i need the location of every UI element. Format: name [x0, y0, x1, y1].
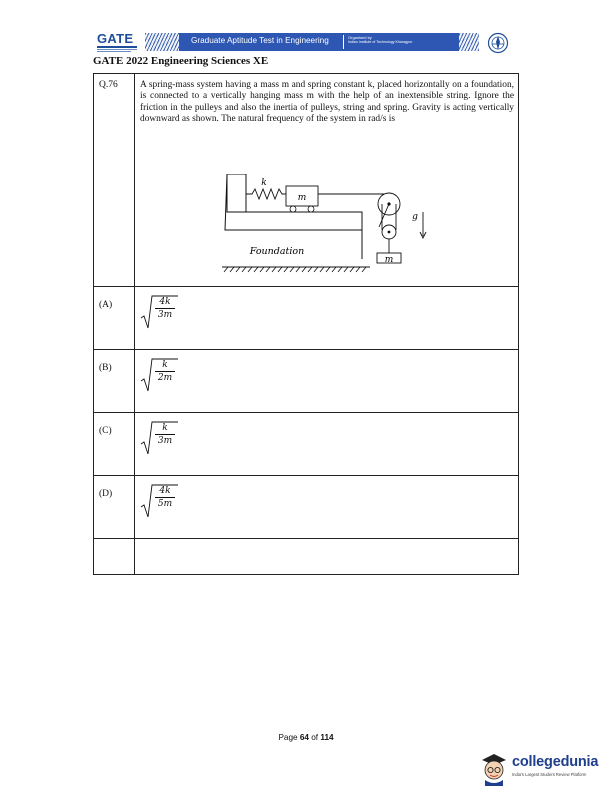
gravity-label: g	[412, 212, 418, 222]
option-d-formula	[140, 481, 180, 521]
student-mascot-icon	[478, 750, 510, 786]
option-a-label: (A)	[99, 300, 113, 310]
option-a-num: 4k	[159, 297, 171, 307]
spring-mass-diagram	[222, 174, 432, 279]
collegedunia-logo	[478, 750, 608, 786]
wall	[227, 174, 246, 212]
option-a-formula	[140, 292, 180, 332]
block-wheel-left	[290, 206, 296, 212]
ground-hatching	[224, 267, 366, 272]
gate-logo	[97, 32, 143, 54]
header-banner	[145, 33, 479, 51]
option-b-formula	[140, 355, 180, 395]
collegedunia-brand: collegedunia	[512, 754, 599, 770]
question-table	[93, 73, 519, 575]
collegedunia-tagline: India's Largest Student Review Platform	[512, 772, 587, 777]
option-d-label: (D)	[99, 489, 113, 499]
option-d-den: 5m	[157, 499, 173, 509]
hanging-mass-label: m	[384, 255, 394, 265]
option-b-label: (B)	[99, 363, 112, 373]
organizer-block	[348, 35, 412, 45]
option-c-den: 3m	[157, 436, 173, 446]
block-wheel-right	[308, 206, 314, 212]
organizer-name: Indian Institute of Technology Kharagpur	[348, 40, 413, 44]
iit-emblem-icon	[487, 32, 509, 54]
question-number: Q.76	[99, 80, 118, 90]
block-label: m	[297, 193, 307, 203]
spring	[246, 189, 286, 199]
header-title: Graduate Aptitude Test in Engineering	[191, 36, 329, 45]
option-c-num: k	[162, 423, 168, 433]
spring-label: k	[261, 178, 267, 188]
option-b-den: 2m	[157, 373, 173, 383]
question-text: A spring-mass system having a mass m and spring constant k, placed horizontally on a foundation, is connected to a vertically hanging mass m with the help of an inextensible string. Ignore the friction in the pulleys and also the inertia of pulleys, string and spring. Gravity is acting vertically downward as shown. The natural frequency of the system in rad/s is	[140, 80, 514, 125]
exam-header	[93, 30, 519, 56]
option-b-num: k	[162, 360, 168, 370]
paper-title: GATE 2022 Engineering Sciences XE	[93, 55, 269, 67]
foundation-label: Foundation	[249, 246, 305, 257]
page-number: Page 64 of 114	[278, 733, 334, 742]
option-c-formula	[140, 418, 180, 458]
option-d-num: 4k	[159, 486, 171, 496]
option-c-label: (C)	[99, 426, 112, 436]
organized-by-text: Organised by	[348, 35, 372, 40]
gate-logo-text: GATE	[97, 31, 134, 46]
option-a-den: 3m	[157, 310, 173, 320]
